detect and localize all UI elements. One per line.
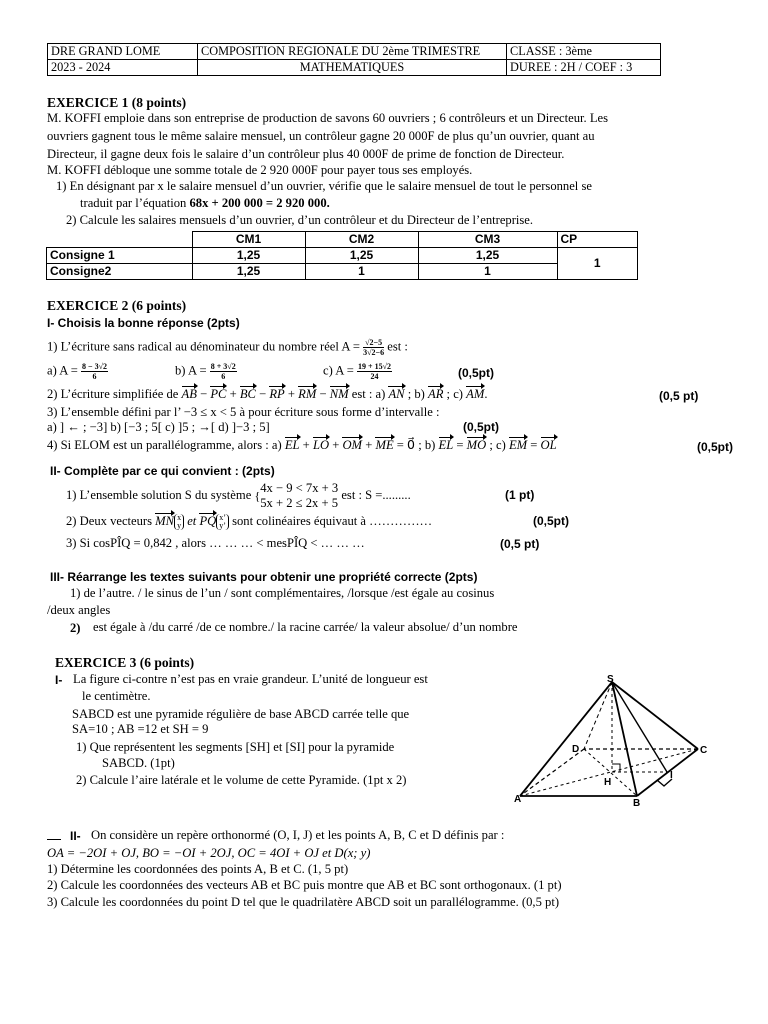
matrix-1-y: y	[177, 521, 182, 531]
vector-om: OM	[342, 438, 363, 452]
ex2-q1a-label: a) A =	[47, 363, 82, 378]
grid-h-cp: CP	[557, 232, 638, 248]
grid-r2-label: Consigne2	[47, 264, 193, 280]
ex2-c1-answer: est : S =.........	[338, 487, 411, 502]
ex2-q1	[47, 338, 408, 357]
ex2-s3: III- Réarrange les textes suivants pour obtenir une propriété correcte (2pts)	[50, 570, 478, 584]
ex1-title: EXERCICE 1 (8 points)	[47, 95, 187, 110]
ex2-q4-points: (0,5pt)	[697, 440, 733, 454]
matrix-1-x: x	[177, 513, 182, 523]
ex2-q2-text: 2) L’écriture simplifiée de	[47, 387, 179, 401]
ex1-q1b-text: traduit par l’équation	[80, 196, 190, 210]
ex2-q1b-fraction	[210, 362, 237, 381]
vector-pq: PQ	[199, 514, 217, 528]
label-h: H	[604, 777, 612, 788]
ex2-q1-opt-a	[47, 362, 108, 381]
ex2-title: EXERCICE 2 (6 points)	[47, 298, 187, 313]
ex3-ii4: 2) Calcule les coordonnées des vecteurs AB et BC puis montre que AB et BC sont orthogonaux. (1 pt)	[47, 878, 562, 892]
ex2-q1-den: 3√2−6	[363, 348, 385, 357]
ex2-c1-points: (1 pt)	[505, 488, 535, 502]
system-eq2: 5x + 2 ≤ 2x + 5	[260, 496, 338, 510]
header-year: 2023 - 2024	[48, 60, 198, 76]
grid-h-cm3: CM3	[418, 232, 557, 248]
header-classe: CLASSE : 3ème	[507, 44, 661, 60]
header-dre: DRE GRAND LOME	[48, 44, 198, 60]
grid-r2-cm2: 1	[305, 264, 418, 280]
ex2-q4-text: 4) Si ELOM est un parallélogramme, alors : a)	[47, 438, 282, 452]
ex2-r1b: /deux angles	[47, 603, 111, 617]
ex2-q3: 3) L’ensemble défini par l’ −3 ≤ x < 5 à pour écriture sous forme d’intervalle :	[47, 405, 440, 419]
grading-table	[46, 231, 638, 280]
vector-ab: AB	[181, 387, 197, 401]
ex1-p2: ouvriers gagnent tous le même salaire mensuel, un contrôleur gagne 20 000F de plus qu’un ouvrier, quant au	[47, 129, 595, 143]
system-eq1: 4x − 9 < 7x + 3	[260, 481, 339, 495]
op: −	[316, 387, 330, 401]
ex2-q1b-den: 6	[221, 372, 226, 381]
ex2-c3: 3) Si cosPÎQ = 0,842 , alors … … … < mesPÎQ < … … …	[66, 536, 365, 550]
ex3-ii3: 1) Détermine les coordonnées des points A, B et C. (1, 5 pt)	[47, 862, 349, 876]
vector-el: EL	[284, 438, 300, 452]
header-composition: COMPOSITION REGIONALE DU 2ème TRIMESTRE	[198, 44, 507, 60]
ex2-q1c-fraction	[357, 362, 392, 381]
vector-ol: OL	[540, 438, 557, 452]
vector-me: ME	[375, 438, 394, 452]
ex2-q1b-label: b) A =	[175, 363, 210, 378]
label-b: B	[633, 798, 641, 808]
ex2-q1c-label: c) A =	[323, 363, 358, 378]
ex3-l7: 2) Calcule l’aire latérale et le volume de cette Pyramide. (1pt x 2)	[76, 773, 407, 787]
system	[260, 481, 338, 511]
ex2-c2-et: et	[184, 514, 200, 528]
ex2-q2-b-label: ; b)	[404, 387, 429, 401]
ex2-s1: I- Choisis la bonne réponse (2pts)	[47, 316, 240, 330]
vector-bc: BC	[239, 387, 256, 401]
ex2-q1-opt-c	[323, 362, 392, 381]
apothem-si	[612, 682, 667, 772]
ex2-q1a-fraction	[81, 362, 108, 381]
op: +	[226, 387, 240, 401]
pyramid-figure	[512, 672, 712, 808]
ex2-c2-end: sont colinéaires équivaut à ……………	[228, 514, 433, 528]
ex2-c2-points: (0,5pt)	[533, 514, 569, 528]
vector-ar: AR	[428, 387, 444, 401]
op: −	[255, 387, 270, 401]
ex1-q2: 2) Calcule les salaires mensuels d’un ouvrier, d’un contrôleur et du Directeur de l’entreprise.	[66, 213, 534, 227]
ex2-q1c-den: 24	[370, 372, 379, 381]
matrix-2-y: y’	[219, 521, 226, 531]
ex1-p3: Directeur, il gagne deux fois le salaire d’un contrôleur plus 40 000F de prime de fonction de Directeur.	[47, 147, 565, 161]
label-d: D	[572, 744, 580, 755]
matrix-2-x: x’	[219, 513, 226, 523]
vector-nm: NM	[329, 387, 349, 401]
label-s: S	[607, 674, 614, 685]
ex3-l3: SABCD est une pyramide régulière de base ABCD carrée telle que	[72, 707, 410, 721]
ex3-l4: SA=10 ; AB =12 et SH = 9	[72, 722, 209, 736]
ex2-q1-text: 1) L’écriture sans radical au dénominateur du nombre réel A =	[47, 339, 364, 354]
vector-an: AN	[388, 387, 405, 401]
ex2-r1a: 1) de l’autre. / le sinus de l’un / sont complémentaires, /lorsque /est égale au cosinus	[70, 586, 495, 600]
ex3-ii-rule	[47, 839, 61, 840]
ex3-l2: le centimètre.	[82, 689, 151, 703]
ex2-c1-text: 1) L’ensemble solution S du système	[66, 487, 252, 502]
vector-am: AM	[466, 387, 485, 401]
ex2-q1c-num: 19 + 15√2	[358, 362, 391, 371]
ex2-c3-points: (0,5 pt)	[500, 537, 540, 551]
ex2-q1-end: est :	[384, 339, 408, 354]
header-table	[47, 43, 661, 76]
ex3-ii2: OA = −2OI + OJ, BO = −OI + 2OJ, OC = 4OI + OJ et D(x; y)	[47, 846, 371, 860]
vector-rm: RM	[298, 387, 317, 401]
ex2-r2: est égale à /du carré /de ce nombre./ la racine carrée/ la valeur absolue/ d’un nombre	[93, 620, 518, 634]
ex2-q4: 4) Si ELOM est un parallélogramme, alors : a) EL + LO + OM + ME = 0⃗ ; b) EL = MO ; c) EM = OL	[47, 438, 557, 452]
ex2-q3-points: (0,5pt)	[463, 420, 499, 434]
ex2-c1	[66, 481, 411, 511]
vector-lo: LO	[312, 438, 330, 452]
vector-em: EM	[508, 438, 528, 452]
ex2-q1-points: (0,5pt)	[458, 366, 494, 380]
ex3-l6: SABCD. (1pt)	[102, 756, 175, 770]
ex2-q1-opt-b	[175, 362, 237, 381]
header-subject: MATHEMATIQUES	[198, 60, 507, 76]
vector-pc: PC	[210, 387, 227, 401]
ex2-q2-c-label: ; c)	[443, 387, 467, 401]
vector-mn: MN	[155, 514, 175, 528]
edge-bc	[637, 749, 698, 796]
grid-h-cm2: CM2	[305, 232, 418, 248]
ex1-q1a: 1) En désignant par x le salaire mensuel d’un ouvrier, vérifie que le salaire mensuel de tout le personnel se	[56, 179, 592, 193]
matrix-2	[216, 514, 229, 530]
grid-cp: 1	[557, 248, 638, 280]
op: +	[284, 387, 299, 401]
ex2-q1b-num: 8 + 3√2	[210, 362, 236, 371]
ex2-s2: II- Complète par ce qui convient : (2pts)	[50, 464, 275, 478]
ex2-q1-fraction	[363, 338, 384, 357]
grid-r1-label: Consigne 1	[47, 248, 193, 264]
ex2-q1a-num: 8 − 3√2	[82, 362, 107, 371]
grid-r2-cm3: 1	[418, 264, 557, 280]
grid-h0	[47, 232, 193, 248]
edge-sd	[584, 682, 612, 749]
grid-r1-cm2: 1,25	[305, 248, 418, 264]
label-c: C	[700, 745, 708, 756]
system-brace: {	[254, 489, 261, 503]
ex2-q2-points: (0,5 pt)	[659, 389, 699, 403]
label-a: A	[514, 794, 522, 805]
ex2-q1a-den: 6	[92, 372, 97, 381]
grid-r1-cm3: 1,25	[418, 248, 557, 264]
ex1-p1: M. KOFFI emploie dans son entreprise de production de savons 60 ouvriers ; 6 contrôleurs et un Directeur. Les	[47, 111, 608, 125]
ex1-q1b	[80, 196, 330, 211]
ex2-q2: 2) L’écriture simplifiée de AB − PC + BC − RP + RM − NM est : a) AN ; b) AR ; c) AM.	[47, 387, 488, 401]
ex3-part-i: I-	[55, 673, 63, 687]
grid-h-cm1: CM1	[192, 232, 305, 248]
grid-r2-cm1: 1,25	[192, 264, 305, 280]
ex3-ii1: On considère un repère orthonormé (O, I, J) et les points A, B, C et D définis par :	[91, 828, 505, 842]
ex2-q4-c-label: ; c)	[486, 438, 506, 452]
ex2-q4-a-end: = 0⃗ ; b)	[393, 438, 436, 452]
ex1-p4: M. KOFFI débloque une somme totale de 2 920 000F pour payer tous ses employés.	[47, 163, 473, 177]
vector-rp: RP	[269, 387, 285, 401]
ex3-l1: La figure ci-contre n’est pas en vraie grandeur. L’unité de longueur est	[73, 672, 428, 686]
ex1-equation: 68x + 200 000 = 2 920 000.	[189, 196, 330, 210]
ex3-title: EXERCICE 3 (6 points)	[55, 655, 195, 670]
label-i: I	[670, 770, 673, 781]
ex3-l5: 1) Que représentent les segments [SH] et [SI] pour la pyramide	[76, 740, 395, 754]
header-duree: DUREE : 2H / COEF : 3	[507, 60, 661, 76]
ex3-ii5: 3) Calcule les coordonnées du point D tel que le quadrilatère ABCD soit un parallélogramme. (0,5 pt)	[47, 895, 560, 909]
ex2-c2-text: 2) Deux vecteurs	[66, 514, 156, 528]
ex2-q1-num: √2−5	[365, 338, 383, 347]
grid-r1-cm1: 1,25	[192, 248, 305, 264]
op: −	[196, 387, 211, 401]
vector-mo: MO	[466, 438, 487, 452]
ex2-r2-num: 2)	[70, 621, 81, 635]
matrix-1	[174, 514, 184, 530]
ex2-q2-est: est : a)	[348, 387, 389, 401]
ex3-part-ii: II-	[70, 829, 81, 843]
right-angle-h	[612, 764, 620, 772]
ex2-q3-options: a) ] ← ; −3] b) [−3 ; 5[ c) ]5 ; →[ d) ]−3 ; 5]	[47, 420, 270, 434]
edge-sa	[520, 682, 612, 796]
ex2-c2	[66, 514, 432, 530]
vector-el-b: EL	[438, 438, 454, 452]
